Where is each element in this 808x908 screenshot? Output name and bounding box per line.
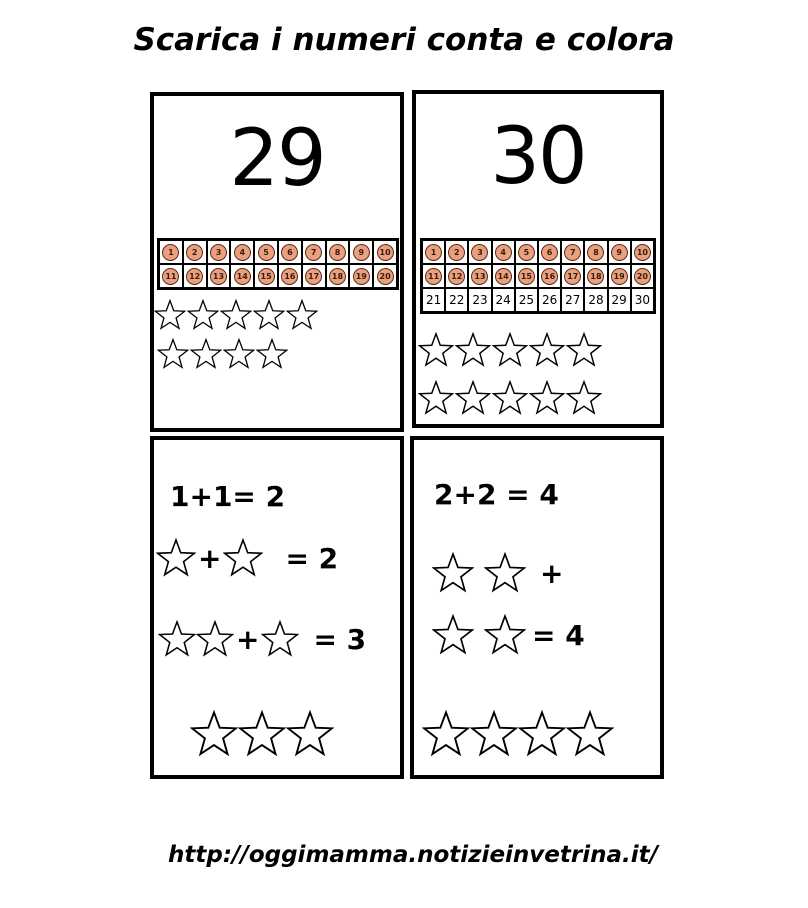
grid-cell — [422, 240, 445, 264]
number-coin: 9 — [353, 244, 370, 261]
grid-cell — [584, 264, 607, 288]
number-coin: 13 — [471, 268, 488, 285]
number-coin: 19 — [353, 268, 370, 285]
equation-text: 2+2 = 4 — [434, 478, 559, 511]
number-coin: 8 — [587, 244, 604, 261]
star-icon — [418, 380, 454, 416]
star-icon — [432, 552, 474, 594]
star-row — [418, 332, 602, 368]
grid-cell — [561, 240, 584, 264]
number-coin: 14 — [495, 268, 512, 285]
grid-cell — [445, 288, 468, 312]
number-coin: 12 — [186, 268, 203, 285]
star-icon — [566, 380, 602, 416]
grid-cell — [584, 288, 607, 312]
star-group — [190, 710, 334, 758]
grid-cell — [538, 240, 561, 264]
grid-cell — [631, 264, 654, 288]
number-coin: 6 — [541, 244, 558, 261]
number-coin: 10 — [377, 244, 394, 261]
grid-cell — [561, 264, 584, 288]
grid-cell — [631, 240, 654, 264]
grid-cell — [159, 240, 183, 264]
star-icon — [529, 332, 565, 368]
star-icon — [492, 380, 528, 416]
cell-number: 21 — [425, 293, 442, 307]
star-group — [261, 620, 299, 658]
number-coin: 16 — [541, 268, 558, 285]
star-icon — [455, 332, 491, 368]
star-group — [432, 552, 474, 594]
grid-cell — [278, 264, 302, 288]
number-coin: 13 — [210, 268, 227, 285]
cell-number: 30 — [634, 293, 651, 307]
grid-cell — [254, 264, 278, 288]
star-icon — [566, 332, 602, 368]
card-addition-1 — [150, 436, 404, 779]
grid-cell — [373, 240, 397, 264]
number-coin: 19 — [611, 268, 628, 285]
grid-cell — [349, 264, 373, 288]
grid-cell — [422, 264, 445, 288]
star-icon — [484, 552, 526, 594]
number-coin: 17 — [564, 268, 581, 285]
grid-cell — [538, 264, 561, 288]
grid-cell — [608, 264, 631, 288]
grid-cell — [468, 264, 491, 288]
number-coin: 1 — [425, 244, 442, 261]
number-coin: 4 — [495, 244, 512, 261]
number-coin: 20 — [634, 268, 651, 285]
star-group — [484, 552, 526, 594]
number-coin: 12 — [448, 268, 465, 285]
star-group — [156, 538, 196, 578]
cell-number: 22 — [449, 293, 465, 307]
star-icon — [190, 710, 238, 758]
star-icon — [223, 538, 263, 578]
star-icon — [261, 620, 299, 658]
number-coin: 8 — [329, 244, 346, 261]
star-row — [154, 299, 318, 331]
number-coin: 5 — [518, 244, 535, 261]
big-number: 30 — [490, 112, 586, 202]
number-coin: 11 — [162, 268, 179, 285]
grid-cell — [538, 288, 561, 312]
star-group — [484, 614, 526, 656]
star-icon — [253, 299, 285, 331]
grid-cell — [159, 264, 183, 288]
number-coin: 11 — [425, 268, 442, 285]
grid-cell — [207, 240, 231, 264]
number-coin: 2 — [448, 244, 465, 261]
grid-cell — [445, 264, 468, 288]
star-icon — [422, 710, 470, 758]
star-group — [158, 620, 234, 658]
grid-cell — [608, 240, 631, 264]
star-icon — [286, 299, 318, 331]
cell-number: 27 — [565, 293, 581, 307]
grid-cell — [373, 264, 397, 288]
grid-cell — [230, 240, 254, 264]
grid-cell — [631, 288, 654, 312]
number-coin: 18 — [587, 268, 604, 285]
grid-cell — [422, 288, 445, 312]
number-coin: 6 — [281, 244, 298, 261]
grid-cell — [492, 288, 515, 312]
cell-number: 28 — [588, 293, 604, 307]
star-icon — [238, 710, 286, 758]
star-row — [418, 380, 602, 416]
website-url: http://oggimamma.notizieinvetrina.it/ — [168, 842, 659, 868]
star-icon — [256, 338, 288, 370]
star-icon — [156, 538, 196, 578]
star-icon — [223, 338, 255, 370]
star-icon — [492, 332, 528, 368]
number-coin: 3 — [471, 244, 488, 261]
grid-cell — [515, 288, 538, 312]
star-icon — [455, 380, 491, 416]
star-group — [422, 710, 614, 758]
number-coin: 15 — [258, 268, 275, 285]
number-coin: 7 — [305, 244, 322, 261]
number-coin: 14 — [234, 268, 251, 285]
number-coin: 5 — [258, 244, 275, 261]
grid-cell — [584, 240, 607, 264]
grid-cell — [326, 240, 350, 264]
card-addition-2 — [410, 436, 664, 779]
number-coin: 3 — [210, 244, 227, 261]
grid-cell — [326, 264, 350, 288]
plus-sign: + — [198, 541, 222, 575]
counting-grid — [157, 238, 399, 290]
result-text: = 3 — [313, 622, 367, 656]
grid-cell — [230, 264, 254, 288]
star-icon — [196, 620, 234, 658]
grid-cell — [183, 264, 207, 288]
star-icon — [286, 710, 334, 758]
star-row — [157, 338, 288, 370]
grid-cell — [608, 288, 631, 312]
result-text: = 2 — [285, 541, 339, 575]
number-coin: 20 — [377, 268, 394, 285]
star-group — [432, 614, 474, 656]
number-coin: 9 — [611, 244, 628, 261]
counting-grid — [420, 238, 656, 314]
star-icon — [418, 332, 454, 368]
big-number: 29 — [229, 114, 325, 204]
cell-number: 25 — [518, 293, 535, 307]
star-icon — [154, 299, 186, 331]
grid-cell — [183, 240, 207, 264]
grid-cell — [207, 264, 231, 288]
number-coin: 4 — [234, 244, 251, 261]
number-coin: 1 — [162, 244, 179, 261]
number-coin: 15 — [518, 268, 535, 285]
number-coin: 2 — [186, 244, 203, 261]
star-group — [223, 538, 263, 578]
star-icon — [432, 614, 474, 656]
grid-cell — [445, 240, 468, 264]
number-coin: 17 — [305, 268, 322, 285]
grid-cell — [492, 264, 515, 288]
grid-cell — [515, 240, 538, 264]
page-title: Scarica i numeri conta e colora — [133, 22, 675, 58]
equation-text: 1+1= 2 — [170, 480, 286, 513]
grid-cell — [349, 240, 373, 264]
grid-cell — [515, 264, 538, 288]
star-icon — [220, 299, 252, 331]
star-icon — [157, 338, 189, 370]
grid-cell — [302, 264, 326, 288]
number-coin: 7 — [564, 244, 581, 261]
star-icon — [518, 710, 566, 758]
star-icon — [566, 710, 614, 758]
grid-cell — [468, 240, 491, 264]
grid-cell — [561, 288, 584, 312]
grid-cell — [254, 240, 278, 264]
star-icon — [484, 614, 526, 656]
grid-cell — [278, 240, 302, 264]
grid-cell — [302, 240, 326, 264]
result-text: = 4 — [532, 618, 585, 652]
cell-number: 24 — [495, 293, 511, 307]
plus-sign: + — [236, 622, 260, 656]
star-icon — [158, 620, 196, 658]
cell-number: 26 — [541, 293, 558, 307]
grid-cell — [492, 240, 515, 264]
star-icon — [529, 380, 565, 416]
card-number-29 — [150, 92, 404, 432]
star-icon — [470, 710, 518, 758]
star-icon — [190, 338, 222, 370]
number-coin: 10 — [634, 244, 651, 261]
cell-number: 23 — [472, 293, 488, 307]
plus-sign: + — [540, 556, 564, 590]
grid-cell — [468, 288, 491, 312]
card-number-30 — [412, 90, 664, 428]
star-icon — [187, 299, 219, 331]
number-coin: 16 — [281, 268, 298, 285]
cell-number: 29 — [611, 293, 627, 307]
number-coin: 18 — [329, 268, 346, 285]
